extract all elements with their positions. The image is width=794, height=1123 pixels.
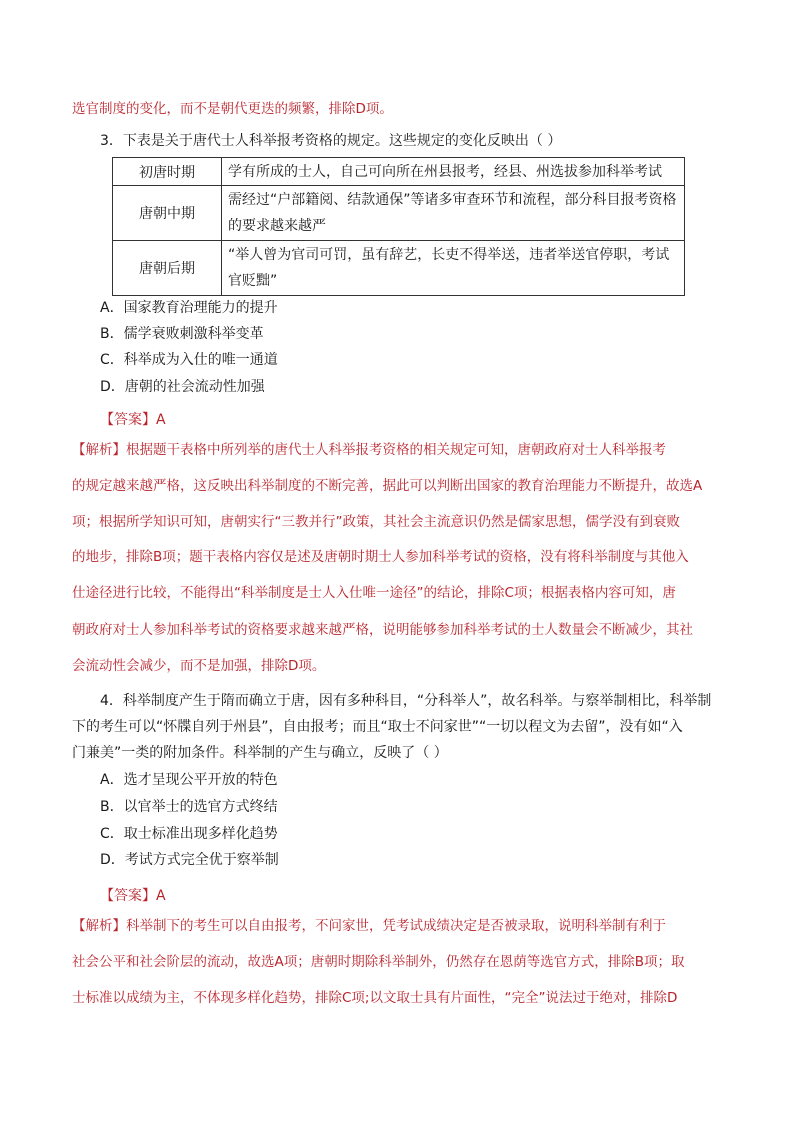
question-4-stem-line: 门兼美”一类的附加条件。科举制的产生与确立，反映了（ ） [72,745,448,761]
question-4-analysis-line: 社会公平和社会阶层的流动，故选A项；唐朝时期除科举制外，仍然存在恩荫等选官方式，排除B项；取 [72,954,685,970]
question-3-option-d: D．唐朝的社会流动性加强 [100,379,265,395]
table-cell-content: “举人曾为官司可罚，虽有辞艺，长吏不得举送，违者举送官停职，考试官贬黜” [222,241,685,296]
question-3-analysis-line: 的地步，排除B项；题干表格内容仅是述及唐朝时期士人参加科举考试的资格，没有将科举制度与其他入 [72,549,689,565]
question-3-analysis-line: 仕途径进行比较，不能得出“科举制度是士人入仕唯一途径”的结论，排除C项；根据表格内容可知，唐 [72,585,676,601]
question-3-option-b: B．儒学衰败刺激科举变革 [100,326,264,342]
table-row [113,241,685,296]
table-row [113,158,685,186]
question-3-analysis-line: 项；根据所学知识可知，唐朝实行“三教并行”政策，其社会主流意识仍然是儒家思想，儒学没有到衰败 [72,514,680,530]
question-4-option-a: A．选才呈现公平开放的特色 [100,772,278,788]
question-3-table [112,157,685,296]
question-3-analysis-line: 会流动性会减少，而不是加强，排除D项。 [72,658,326,674]
table-cell-content: 学有所成的士人，自己可向所在州县报考，经县、州选拔参加科举考试 [222,158,685,186]
table-row [113,186,685,241]
question-4-option-c: C．取士标准出现多样化趋势 [100,826,278,842]
question-3-analysis-line: 的规定越来越严格，这反映出科举制度的不断完善，据此可以判断出国家的教育治理能力不断提升，故选A [72,478,703,494]
question-3-analysis-line: 【解析】根据题干表格中所列举的唐代士人科举报考资格的相关规定可知，唐朝政府对士人科举报考 [72,442,666,458]
table-cell-period: 唐朝中期 [113,186,222,241]
question-4-analysis-line: 士标准以成绩为主，不体现多样化趋势，排除C项;以文取士具有片面性，“完全”说法过于绝对，排除D [72,990,678,1006]
table-cell-content: 需经过“户部籍阅、结款通保”等诸多审查环节和流程，部分科目报考资格的要求越来越严 [222,186,685,241]
question-3-option-c: C．科举成为入仕的唯一通道 [100,352,278,368]
question-4-answer: 【答案】A [100,888,166,904]
question-3-analysis-line: 朝政府对士人参加科举考试的资格要求越来越严格，说明能够参加科举考试的士人数量会不断减少，其社 [72,622,693,638]
question-3-answer: 【答案】A [100,412,166,428]
question-3-stem: 3．下表是关于唐代士人科举报考资格的规定。这些规定的变化反映出（ ） [100,133,562,149]
question-4-analysis-line: 【解析】科举制下的考生可以自由报考，不问家世，凭考试成绩决定是否被录取，说明科举制有利于 [72,918,666,934]
intro-line: 选官制度的变化，而不是朝代更迭的频繁，排除D项。 [72,101,393,117]
question-4-option-d: D．考试方式完全优于察举制 [100,852,279,868]
question-3-option-a: A．国家教育治理能力的提升 [100,300,278,316]
table-cell-period: 初唐时期 [113,158,222,186]
question-4-stem-line: 下的考生可以“怀牒自列于州县”，自由报考；而且“取士不问家世”“一切以程文为去留”，没有如“入 [72,719,683,735]
table-cell-period: 唐朝后期 [113,241,222,296]
question-4-option-b: B．以官举士的选官方式终结 [100,799,278,815]
question-4-stem-line: 4．科举制度产生于隋而确立于唐，因有多种科目，“分科举人”，故名科举。与察举制相比，科举制 [100,693,712,709]
